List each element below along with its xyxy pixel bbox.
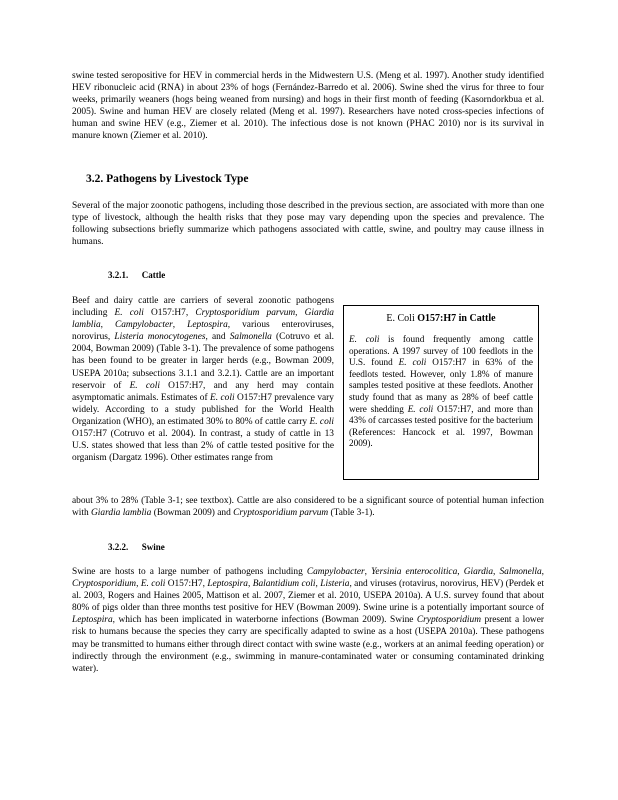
taxon-name: Salmonella [499,567,542,577]
text-run: , [315,579,321,590]
text-run: , [541,567,544,577]
taxon-name: Yersinia enterocolitica [371,567,458,577]
textbox-title-plain: E. Coli [386,313,418,324]
text-run: about 3% to 28% (Table 3-1; see textbox). Cattle are also considered to be a significant source of potential human infection with [72,496,544,519]
text-run: , and viruses (rotavirus, norovirus, HEV) (Perdek et al. 2003, Rogers and Haines 2005, Mattison et al. 2007, Ziemer et al. 2010, USEPA 2010a). A U.S. survey found that about 80% of pigs older than three months test positive for HEV (Bowman 2009). Swine urine is a potentially important source of [72,579,544,614]
taxon-name: Giardia [463,567,494,577]
textbox-title-bold: O157:H7 in Cattle [417,313,496,324]
text-run: O157:H7, and more than 43% of carcasses tested positive for the bacterium (References: Hancock et al. 1997, Bowman 2009). [349,403,533,449]
cattle-heading: 3.2.1. Cattle [108,270,166,280]
text-run: Swine are hosts to a large number of pathogens including [72,567,307,577]
text-run: , which has been implicated in waterborne infections (Bowman 2009). Swine [112,615,417,626]
taxon-name: E. coli [349,334,380,344]
taxon-name: Leptospira [187,320,228,331]
taxon-name: E. coli [114,308,144,319]
taxon-name: Listeria monocytogenes [114,332,206,343]
textbox-title [349,313,533,324]
taxon-name: Listeria [320,579,350,590]
text-run: , [364,567,372,577]
text-run: O157:H7 in 63% of the feedlots tested. However, only 1.8% of manure samples tested positive at these feedlots. Another study found that as many as 28% of beef cattle were shedding [349,357,533,414]
taxon-name: Leptospira [72,615,113,626]
text-run: (Table 3-1). [328,508,375,519]
cattle-paragraph-continued [72,495,544,519]
text-run: , and [205,332,230,343]
text-run: , various enteroviruses, norovirus, [72,320,334,343]
text-run: , [136,579,141,590]
swine-paragraph [72,566,544,675]
intro-paragraph-text: swine tested seropositive for HEV in commercial herds in the Midwestern U.S. (Meng et al. 1997). Another study identified HEV ribonucleic acid (RNA) in about 23% of hogs (Fernández-Barredo et al. 2006). Swine shed the virus for three to four weeks, primarily weaners (hogs being weaned from nursing) and hogs in their first month of feeding (Kasorndorkbua et al. 2005). Swine and human HEV are closely related (Meng et al. 1997). Researchers have noted cross-species infections of human and swine HEV (e.g., Ziemer et al. 2010). The infectious dose is not known (PHAC 2010) nor is its survival in manure known (Ziemer et al. 2010). [72,71,544,142]
taxon-name: Giardia lamblia [91,508,152,519]
text-run: O157:H7 prevalence vary widely. According to a study published for the World Health Organization (WHO), an estimated 30% to 80% of cattle carry [72,392,334,427]
text-run: O157:H7, [165,579,208,590]
taxon-name: Cryptosporidium parvum [233,508,329,519]
text-run: , [493,567,500,577]
taxon-name: Cryptosporidium [416,615,481,626]
taxon-name: E. coli [129,380,160,391]
taxon-name: E. coli [407,403,434,414]
taxon-name: Salmonella [229,332,272,343]
taxon-name: Leptospira [207,579,248,590]
taxon-name: Cryptosporidium parvum [195,308,296,319]
text-run: , [172,320,188,331]
textbox-body [349,334,533,450]
taxon-name: Giardia lamblia [72,308,334,331]
taxon-name: E. coli [309,416,334,427]
text-run: , [247,579,253,590]
taxon-name: E. coli [398,357,427,368]
text-run: present a lower risk to humans because the species they carry are specifically adapted to swine as a host (USEPA 2010a). These pathogens may be transmitted to humans either through direct contact with swine waste (e.g., workers at an animal feeding operation) or indirectly through the environment (e.g., swimming in manure-contaminated water or consuming contaminated drinking water). [72,615,544,674]
text-run: , [295,308,305,319]
text-run: , [100,320,115,331]
cattle-paragraph [72,295,334,464]
text-run: (Bowman 2009) and [151,508,234,519]
text-run: is found frequently among cattle operations. A 1997 survey of 100 feedlots in the U.S. found [349,334,534,368]
taxon-name: Balantidium coli [252,579,316,590]
taxon-name: Cryptosporidium [72,579,137,590]
section-paragraph [72,200,544,248]
text-run: (Cotruvo et al. 2004, Bowman 2009) (Table 3-1). The prevalence of some pathogens has been found to be greater in larger herds (e.g., Bowman 2009, USEPA 2010a; subsections 3.1.1 and 3.2.1). Cattle are an important reservoir of [72,332,335,391]
section-heading: 3.2. Pathogens by Livestock Type [86,173,249,185]
section-paragraph-text: Several of the major zoonotic pathogens, including those described in the previous section, are associated with more than one type of livestock, although the health risks that they pose may vary depending upon the species and prevalence. The following subsections briefly summarize which pathogens associated with cattle, swine, and poultry may cause illness in humans. [72,201,544,248]
text-run: O157:H7, and any herd may contain asymptomatic animals. Estimates of [72,380,334,403]
taxon-name: E. coli [210,392,235,403]
text-run: , [457,567,464,577]
taxon-name: Campylobacter [114,320,173,331]
text-run: O157:H7 (Cotruvo et al. 2004). In contrast, a study of cattle in 13 U.S. states showed that less than 2% of cattle tested positive for the organism (Dargatz 1996). Other estimates range from [72,429,334,464]
text-run: O157:H7, [143,308,196,319]
text-run: Beef and dairy cattle are carriers of several zoonotic pathogens including [72,296,334,319]
intro-paragraph [72,70,544,143]
taxon-name: E. coli [140,579,166,590]
ecoli-textbox [343,305,539,480]
swine-heading: 3.2.2. Swine [108,542,165,552]
taxon-name: Campylobacter [306,567,365,577]
